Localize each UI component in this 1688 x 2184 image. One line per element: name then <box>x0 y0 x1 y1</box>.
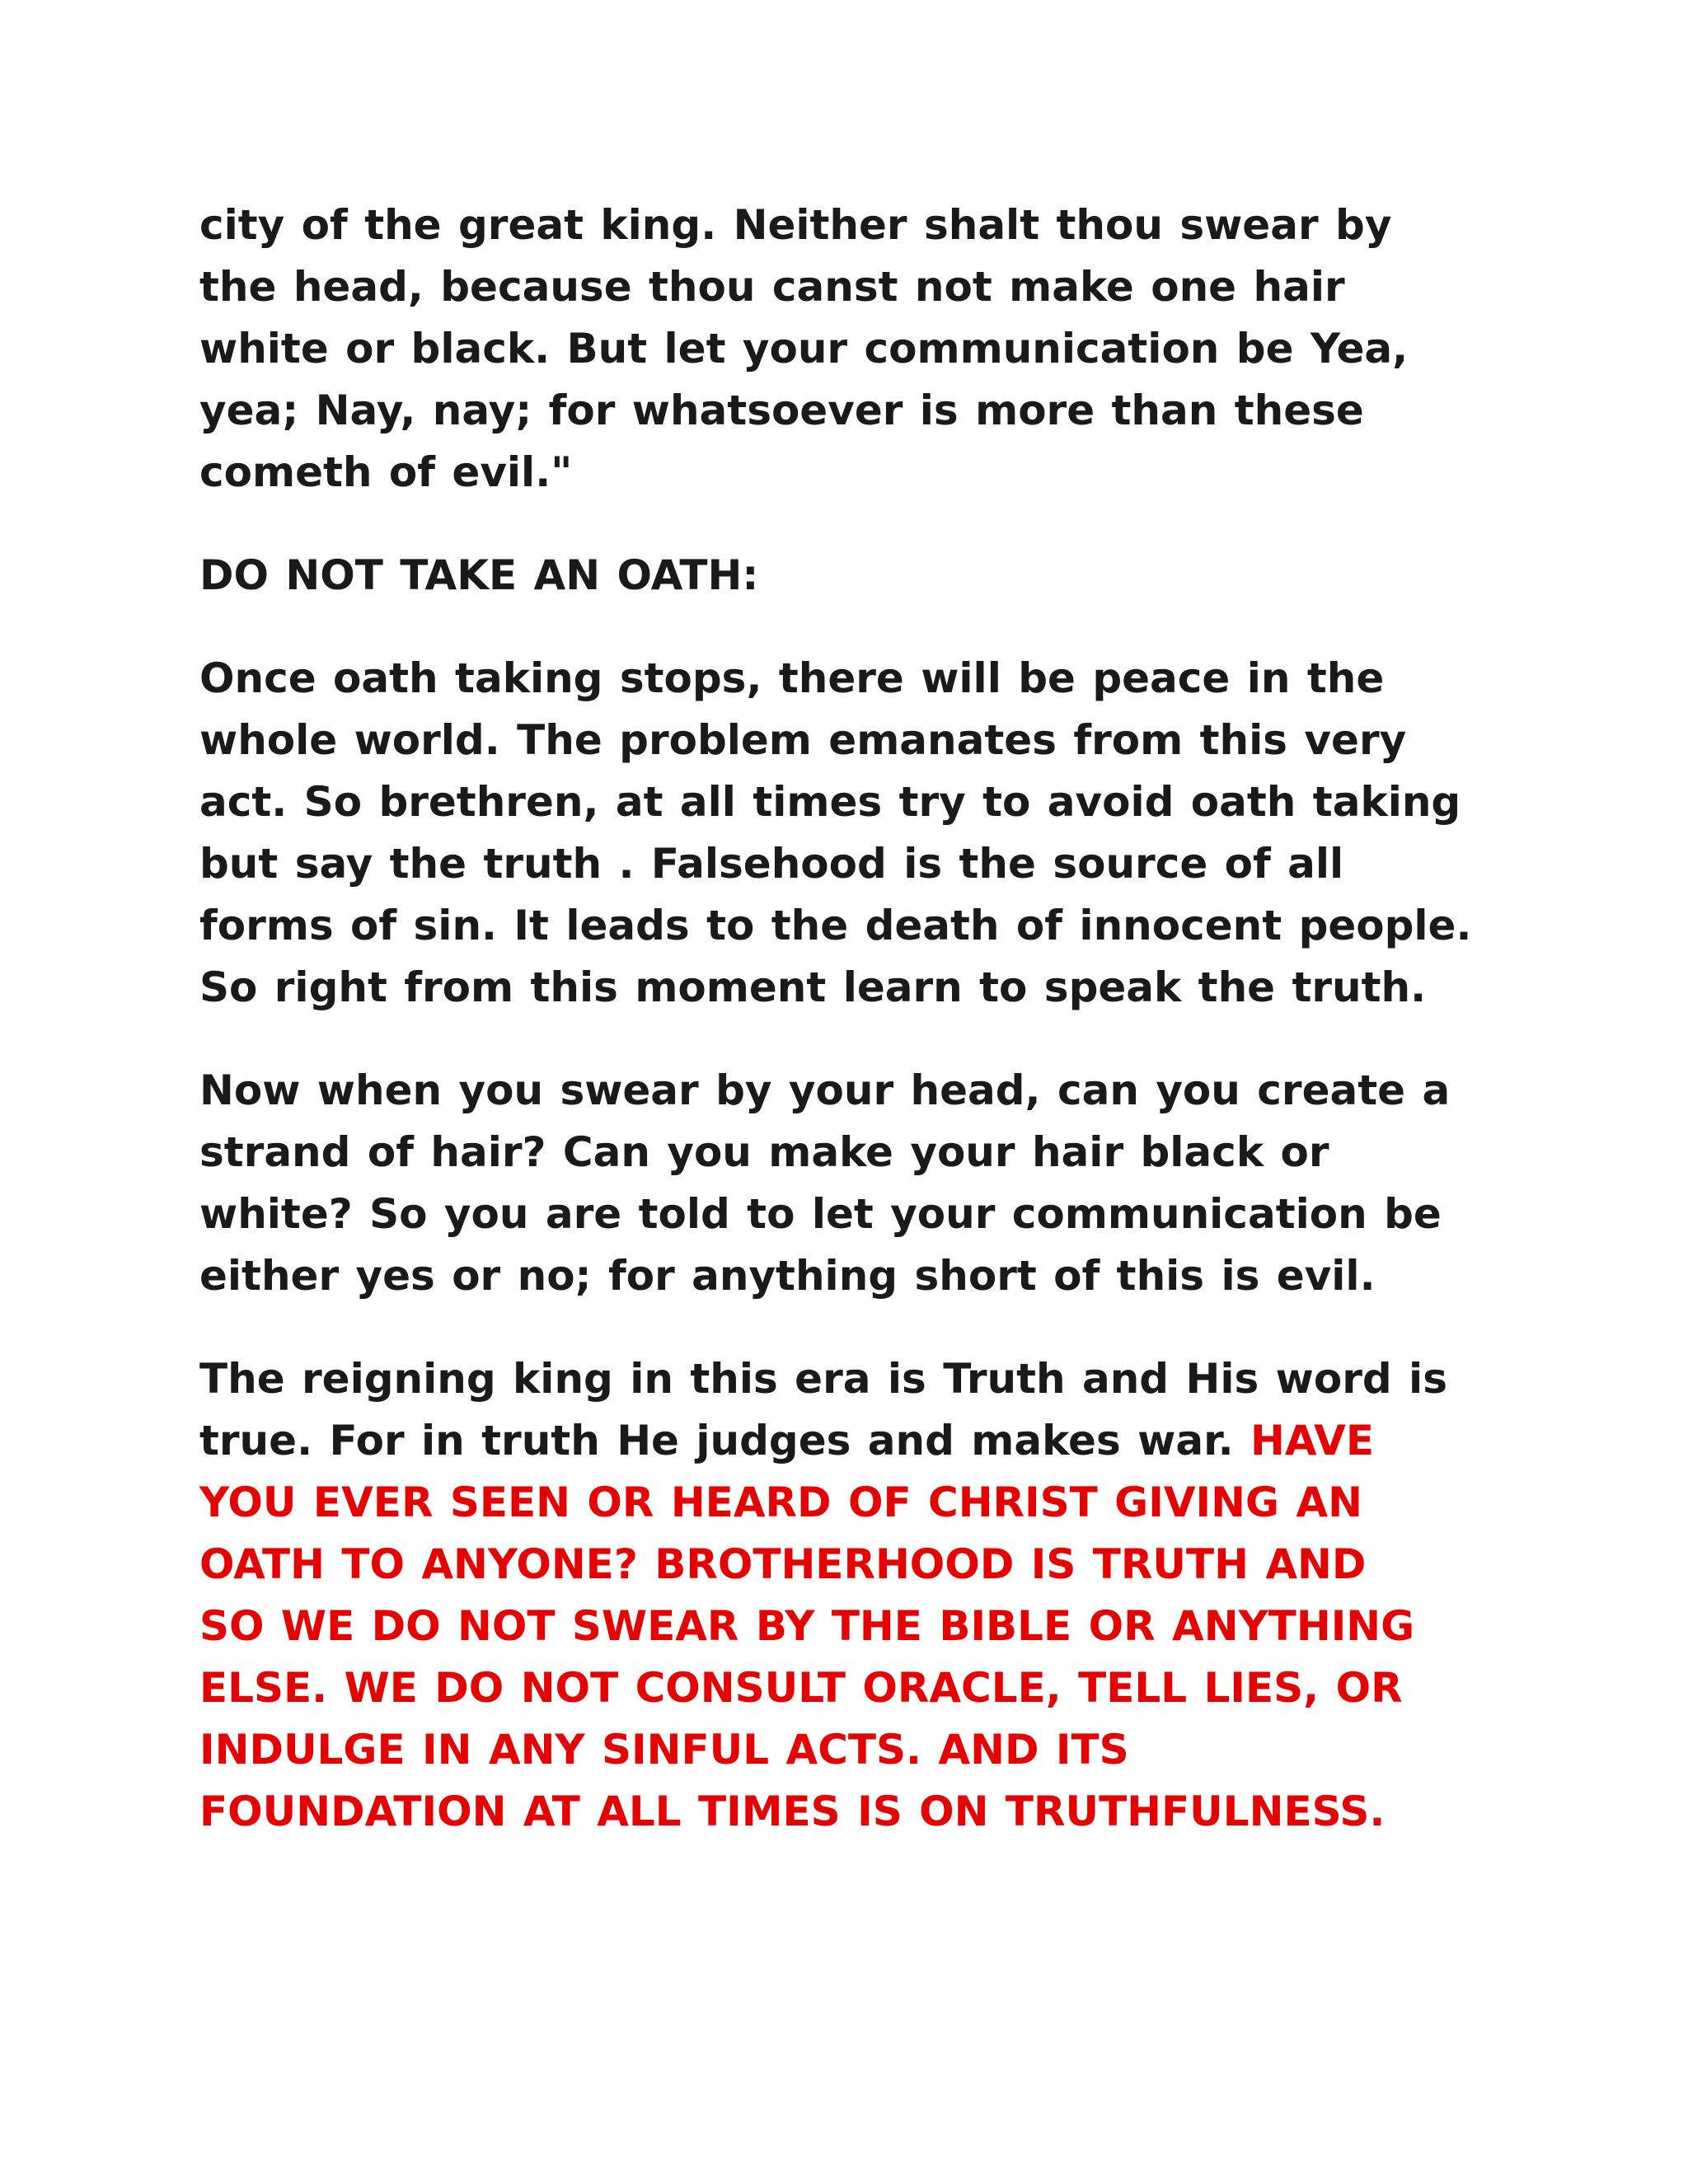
paragraph-reigning-king-text: The reigning king in this era is Truth and His word is true. For in truth He judges and makes war. <box>199 1355 1447 1465</box>
section-heading: DO NOT TAKE AN OATH: <box>199 551 759 599</box>
paragraph-reigning-king <box>199 1348 1535 1843</box>
paragraph-oath-scripture: city of the great king. Neither shalt thou swear by the head, because thou canst not make one hair white or black. But let your communication be Yea, yea; Nay, nay; for whatsoever is more than these cometh of evil." <box>199 201 1409 496</box>
emphasis-red-text: HAVE YOU EVER SEEN OR HEARD OF CHRIST GIVING AN OATH TO ANYONE? BROTHERHOOD IS TRUTH AND SO WE DO NOT SWEAR BY THE BIBLE OR ANYTHING ELSE. WE DO NOT CONSULT ORACLE, TELL LIES, OR INDULGE IN ANY SINFUL ACTS. AND ITS FOUNDATION AT ALL TIMES IS ON TRUTHFULNESS. <box>199 1417 1415 1835</box>
paragraph-peace: Once oath taking stops, there will be peace in the whole world. The problem emanates from this very act. So brethren, at all times try to avoid oath taking but say the truth . Falsehood is the source of all forms of sin. It leads to the death of innocent people. So right from this moment learn to speak the truth. <box>199 654 1472 1011</box>
paragraph-swear-by-head: Now when you swear by your head, can you create a strand of hair? Can you make your hair black or white? So you are told to let your communication be either yes or no; for anything short of this is evil. <box>199 1066 1451 1300</box>
document-page <box>199 194 1535 1884</box>
